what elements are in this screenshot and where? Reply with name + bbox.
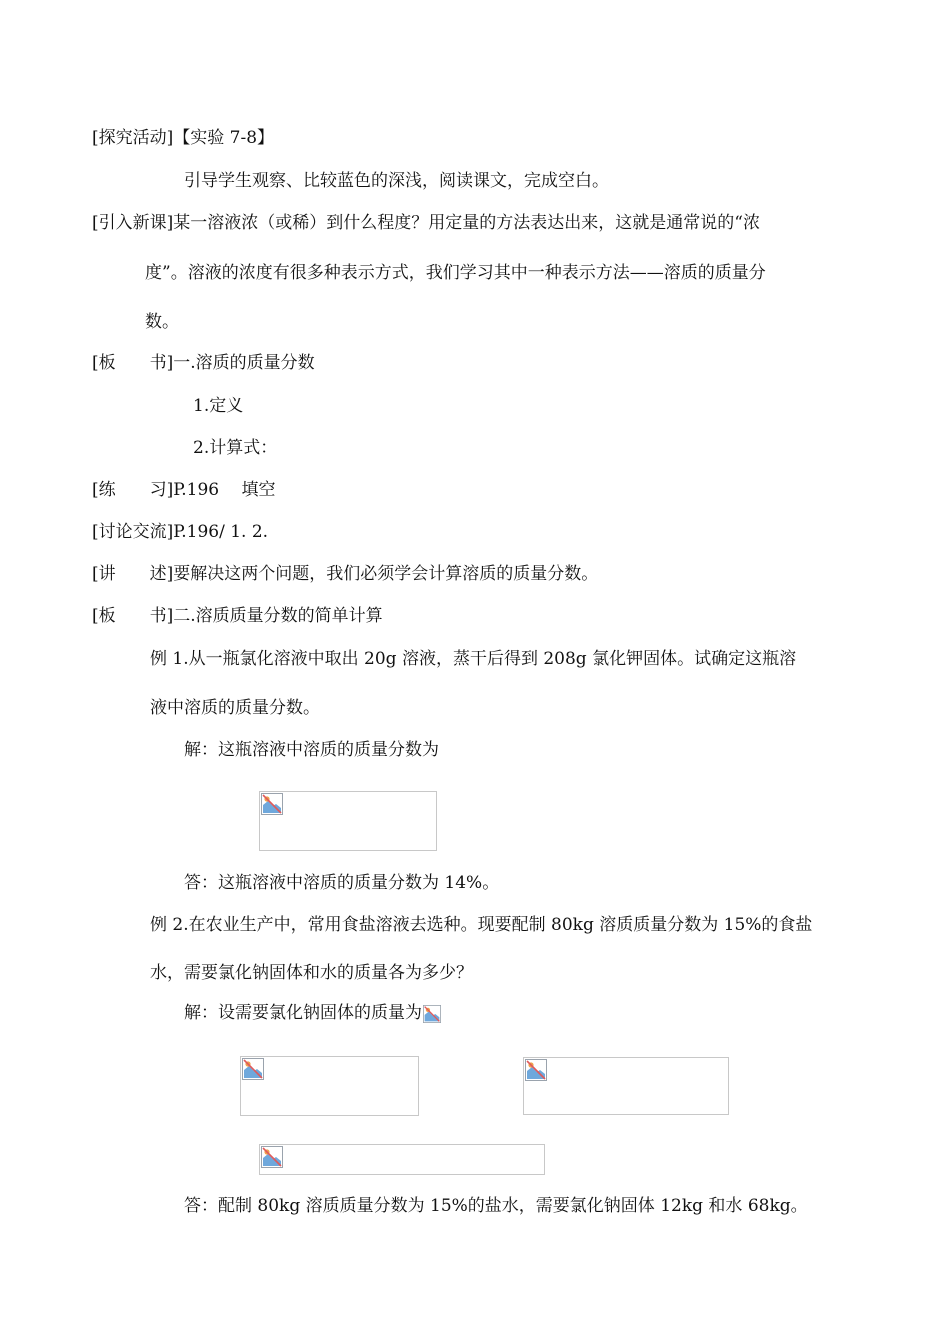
practice-line bbox=[92, 479, 276, 501]
narration-line bbox=[92, 563, 598, 585]
activity-heading: [探究活动]【实验 7-8】 bbox=[92, 128, 275, 148]
formula-item: 2.计算式： bbox=[193, 438, 278, 458]
intro-paragraph-line-3: 数。 bbox=[145, 312, 179, 332]
example-2-answer: 答：配制 80kg 溶质质量分数为 15%的盐水，需要氯化钠固体 12kg 和水 68kg。 bbox=[184, 1196, 808, 1216]
solution-text: 解：设需要氯化钠固体的质量为 bbox=[184, 1003, 422, 1023]
section-text: 一.溶质的质量分数 bbox=[173, 353, 315, 373]
example-2-solution bbox=[184, 1002, 441, 1024]
intro-paragraph-line-2: 度”。溶液的浓度有很多种表示方式，我们学习其中一种表示方法——溶质的质量分 bbox=[145, 263, 766, 283]
example-1-solution: 解：这瓶溶液中溶质的质量分数为 bbox=[184, 740, 439, 760]
section-text: P.196 填空 bbox=[173, 480, 276, 500]
formula-image-1 bbox=[259, 791, 437, 851]
broken-image-icon bbox=[261, 1146, 283, 1168]
broken-image-icon bbox=[242, 1058, 264, 1080]
activity-instruction: 引导学生观察、比较蓝色的深浅，阅读课文，完成空白。 bbox=[184, 171, 609, 191]
section-label: [板 书] bbox=[92, 606, 174, 626]
section-label: [讲 述] bbox=[92, 564, 174, 584]
formula-image-4 bbox=[259, 1144, 545, 1175]
broken-image-icon bbox=[525, 1059, 547, 1081]
section-label: [板 书] bbox=[92, 353, 174, 373]
section-text: P.196/ 1. 2. bbox=[173, 522, 269, 542]
broken-image-icon bbox=[261, 793, 283, 815]
formula-image-2 bbox=[240, 1056, 419, 1116]
discussion-line bbox=[92, 521, 268, 543]
blackboard-heading-2 bbox=[92, 605, 383, 627]
example-1-line-2: 液中溶质的质量分数。 bbox=[150, 698, 320, 718]
section-label: [讨论交流] bbox=[92, 522, 174, 542]
example-1-answer: 答：这瓶溶液中溶质的质量分数为 14%。 bbox=[184, 873, 500, 893]
definition-item: 1.定义 bbox=[193, 396, 244, 416]
formula-image-3 bbox=[523, 1057, 729, 1115]
section-text: 要解决这两个问题，我们必须学会计算溶质的质量分数。 bbox=[173, 564, 599, 584]
broken-image-icon bbox=[423, 1005, 441, 1023]
blackboard-heading-1 bbox=[92, 352, 315, 374]
example-2-line-2: 水，需要氯化钠固体和水的质量各为多少？ bbox=[150, 963, 473, 983]
section-text: 二.溶质质量分数的简单计算 bbox=[173, 606, 383, 626]
section-label: [练 习] bbox=[92, 480, 174, 500]
example-2-line-1: 例 2.在农业生产中，常用食盐溶液去选种。现要配制 80kg 溶质质量分数为 15%的食盐 bbox=[150, 915, 813, 935]
intro-paragraph-line-1: [引入新课]某一溶液浓（或稀）到什么程度？用定量的方法表达出来，这就是通常说的“浓 bbox=[92, 213, 760, 233]
example-1-line-1: 例 1.从一瓶氯化溶液中取出 20g 溶液，蒸干后得到 208g 氯化钾固体。试确定这瓶溶 bbox=[150, 649, 797, 669]
